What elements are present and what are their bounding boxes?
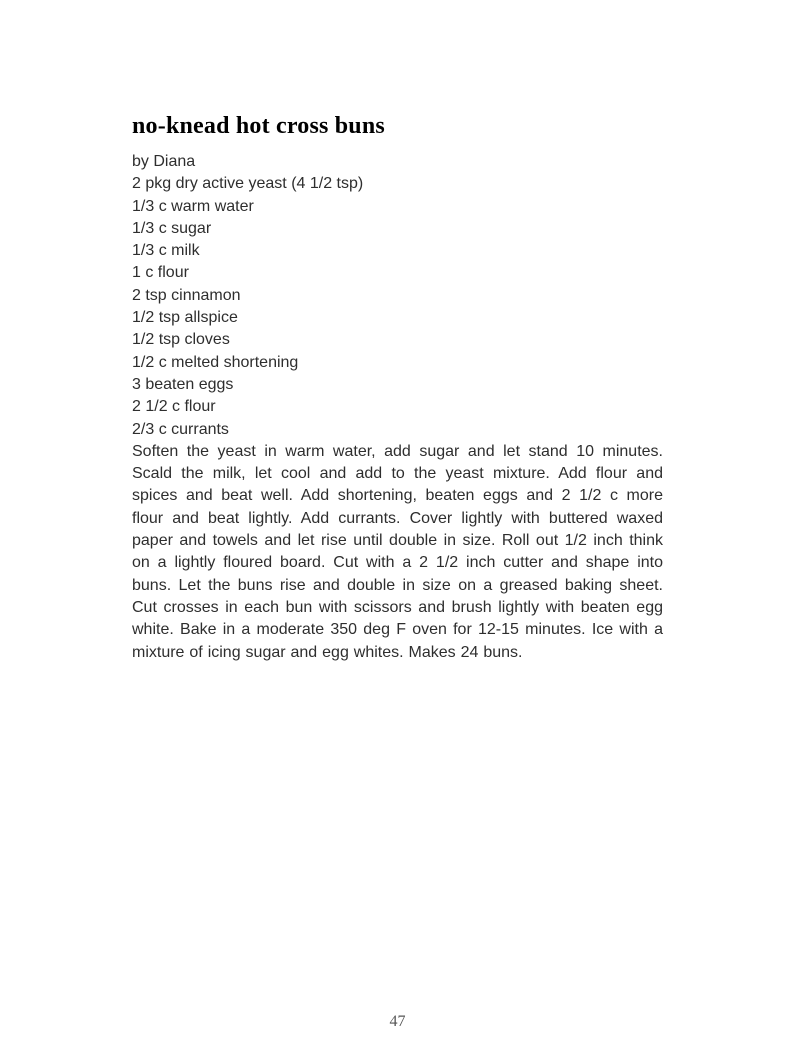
instruction-line: Cut crosses in each bun with scissors and brush lightly with beaten egg — [132, 598, 663, 616]
recipe-title: no-knead hot cross buns — [132, 113, 385, 140]
ingredient-line: 1/2 c melted shortening — [132, 353, 299, 371]
instruction-line: spices and beat well. Add shortening, beaten eggs and 2 1/2 c more — [132, 487, 663, 505]
ingredient-line: 1/3 c milk — [132, 242, 200, 260]
ingredient-line: 2 tsp cinnamon — [132, 286, 241, 304]
recipe-byline: by Diana — [132, 153, 196, 170]
ingredient-line: 2 pkg dry active yeast (4 1/2 tsp) — [132, 175, 364, 193]
ingredient-line: 1/3 c warm water — [132, 197, 254, 215]
ingredient-line: 1/2 tsp allspice — [132, 309, 238, 327]
instruction-line: white. Bake in a moderate 350 deg F oven for 12-15 minutes. Ice with a — [132, 621, 663, 639]
instruction-line: flour and beat lightly. Add currants. Cover lightly with buttered waxed — [132, 509, 663, 527]
recipe-body — [132, 151, 663, 664]
ingredient-line: 1 c flour — [132, 264, 189, 282]
ingredient-line: 3 beaten eggs — [132, 375, 234, 393]
ingredient-line: 1/3 c sugar — [132, 219, 212, 237]
instruction-line: Soften the yeast in warm water, add sugar and let stand 10 minutes. — [132, 442, 663, 460]
ingredient-line: 1/2 tsp cloves — [132, 331, 230, 349]
page-number: 47 — [389, 1013, 406, 1030]
instruction-line: on a lightly floured board. Cut with a 2 1/2 inch cutter and shape into — [132, 554, 663, 572]
instruction-line: Scald the milk, let cool and add to the yeast mixture. Add flour and — [132, 465, 663, 483]
ingredient-line: 2/3 c currants — [132, 420, 229, 438]
ingredient-line: 2 1/2 c flour — [132, 398, 216, 416]
instruction-line: buns. Let the buns rise and double in size on a greased baking sheet. — [132, 576, 663, 594]
instruction-line: paper and towels and let rise until double in size. Roll out 1/2 inch think — [132, 532, 663, 550]
instruction-line: mixture of icing sugar and egg whites. Makes 24 buns. — [132, 643, 523, 661]
